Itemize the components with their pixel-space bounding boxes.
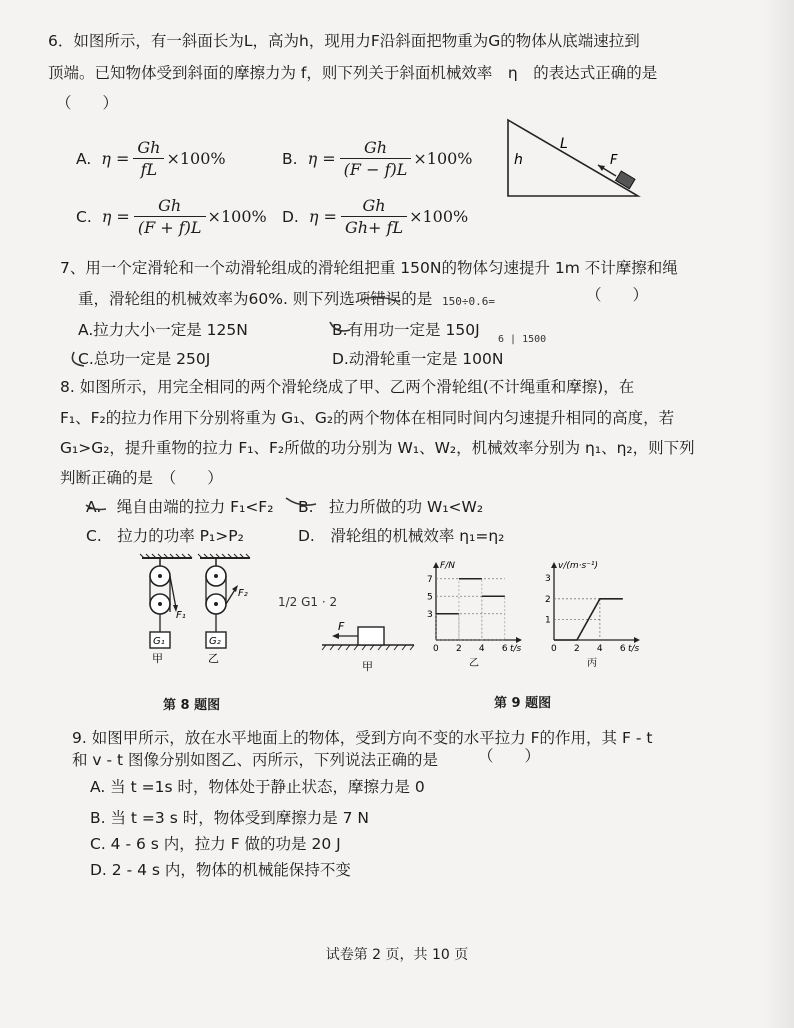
y-tick-label: 5 bbox=[427, 592, 433, 603]
q7-text-line1: 7、用一个定滑轮和一个动滑轮组成的滑轮组把重 150N的物体匀速提升 1m 不计摩擦和绳 bbox=[60, 259, 678, 277]
pulley-yi-label: 乙 bbox=[208, 652, 219, 665]
y-tick-label: 3 bbox=[545, 574, 551, 585]
q7-handwritten-note: 150÷0.6= bbox=[442, 295, 495, 308]
q8-text-line4: 判断正确的是 （ ） bbox=[60, 469, 223, 487]
fraction: $\frac{Gh}{fL}$ bbox=[133, 138, 164, 179]
chart-caption: 乙 bbox=[469, 658, 479, 669]
y-axis-label: v/(m·s⁻¹) bbox=[558, 561, 599, 571]
pulley-f2-label: F₂ bbox=[238, 588, 248, 599]
x-tick-label: 0 bbox=[551, 644, 557, 654]
q8-option-d[interactable]: D. 滑轮组的机械效率 η₁=η₂ bbox=[298, 527, 505, 545]
fraction: $\frac{Gh}{Gh+ fL}$ bbox=[341, 196, 407, 237]
scan-edge-shadow bbox=[764, 0, 794, 1028]
q9-figure-caption: 第 9 题图 bbox=[494, 696, 552, 711]
x-tick-label: 6 bbox=[501, 644, 508, 654]
q8-text-line1: 8. 如图所示，用完全相同的两个滑轮绕成了甲、乙两个滑轮组(不计绳重和摩擦)，在 bbox=[60, 378, 635, 396]
q6-option-d[interactable]: D. η = $\frac{Gh}{Gh+ fL}$ ×100% bbox=[282, 196, 469, 237]
q9-text-line1: 9. 如图甲所示，放在水平地面上的物体，受到方向不变的水平拉力 F的作用，其 F - t bbox=[72, 729, 653, 747]
x-tick-label: 0 bbox=[433, 644, 439, 654]
q6-text-line1: 6．如图所示，有一斜面长为L，高为h，现用力F沿斜面把物重为G的物体从底端速拉到 bbox=[48, 32, 640, 50]
x-tick-label: 4 bbox=[478, 644, 485, 654]
q8-figure-caption: 第 8 题图 bbox=[163, 698, 221, 713]
q7-answer-paren: （ ） bbox=[586, 286, 649, 304]
q6-option-c[interactable]: C. η = $\frac{Gh}{(F + f)L}$ ×100% bbox=[76, 196, 267, 237]
chart-caption: 丙 bbox=[587, 658, 597, 669]
y-tick-label: 3 bbox=[427, 609, 433, 620]
q6-option-b[interactable]: B. η = $\frac{Gh}{(F - f)L}$ ×100% bbox=[282, 138, 473, 179]
pulley-jia-label: 甲 bbox=[152, 652, 163, 665]
x-tick-label: 2 bbox=[455, 644, 462, 654]
fraction: $\frac{Gh}{(F + f)L}$ bbox=[134, 196, 206, 237]
q9-option-c[interactable]: C. 4 - 6 s 内，拉力 F 做的功是 20 J bbox=[90, 835, 341, 853]
x-tick-label: 6 bbox=[619, 644, 626, 654]
pulley-g2-label: G₂ bbox=[209, 636, 221, 647]
x-tick-label: 2 bbox=[573, 644, 580, 654]
x-axis-label: t/s bbox=[628, 644, 640, 654]
incline-force-label: F bbox=[610, 153, 618, 168]
q7-handwritten-division: 6 | 1500 bbox=[498, 334, 547, 345]
x-axis-label: t/s bbox=[510, 644, 522, 654]
q8-option-c[interactable]: C. 拉力的功率 P₁>P₂ bbox=[86, 527, 244, 545]
q8-option-b[interactable]: B. 拉力所做的功 W₁<W₂ bbox=[298, 498, 484, 516]
block-force-label: F bbox=[338, 620, 345, 633]
q9-answer-paren: （ ） bbox=[478, 747, 541, 765]
fraction: $\frac{Gh}{(F - f)L}$ bbox=[340, 138, 412, 179]
q7-text-line2: 重，滑轮组的机械效率为60%. 则下列选项错误的是 bbox=[78, 290, 433, 308]
q7-option-a[interactable]: A.拉力大小一定是 125N bbox=[78, 321, 248, 339]
y-axis-label: F/N bbox=[440, 561, 455, 571]
pulley-f1-label: F₁ bbox=[176, 610, 186, 621]
incline-length-label: L bbox=[560, 136, 568, 152]
q6-answer-paren: （ ） bbox=[56, 94, 119, 112]
pulley-g1-label: G₁ bbox=[153, 636, 165, 647]
q8-handwritten-note: 1/2 G1 · 2 bbox=[278, 595, 338, 609]
q8-option-a[interactable]: A. 绳自由端的拉力 F₁<F₂ bbox=[86, 498, 274, 516]
y-tick-label: 7 bbox=[427, 574, 433, 585]
q8-text-line3: G₁>G₂，提升重物的拉力 F₁、F₂所做的功分别为 W₁、W₂，机械效率分别为 η₁、η₂，则下列 bbox=[60, 439, 695, 457]
q7-option-c[interactable]: C.总功一定是 250J bbox=[78, 350, 211, 368]
y-tick-label: 1 bbox=[545, 615, 551, 626]
q9-option-d[interactable]: D. 2 - 4 s 内，物体的机械能保持不变 bbox=[90, 861, 351, 879]
q9-option-b[interactable]: B. 当 t =3 s 时，物体受到摩擦力是 7 N bbox=[90, 809, 370, 827]
q6-text-line2: 顶端。已知物体受到斜面的摩擦力为 f，则下列关于斜面机械效率 η 的表达式正确的是 bbox=[48, 64, 658, 82]
q9-text-line2: 和 v - t 图像分别如图乙、丙所示，下列说法正确的是 bbox=[72, 751, 439, 769]
block-jia-label: 甲 bbox=[362, 660, 373, 673]
q7-option-d[interactable]: D.动滑轮重一定是 100N bbox=[332, 350, 504, 368]
x-tick-label: 4 bbox=[596, 644, 603, 654]
page-footer: 试卷第 2 页，共 10 页 bbox=[325, 947, 469, 963]
q6-option-a[interactable]: A. η = $\frac{Gh}{fL}$ ×100% bbox=[76, 138, 226, 179]
q9-option-a[interactable]: A. 当 t =1s 时，物体处于静止状态，摩擦力是 0 bbox=[90, 778, 425, 796]
q8-text-line2: F₁、F₂的拉力作用下分别将重为 G₁、G₂的两个物体在相同时间内匀速提升相同的高度，若 bbox=[60, 409, 675, 427]
y-tick-label: 2 bbox=[545, 594, 551, 605]
incline-height-label: h bbox=[514, 152, 523, 168]
q7-option-b[interactable]: B.有用功一定是 150J bbox=[332, 321, 480, 339]
